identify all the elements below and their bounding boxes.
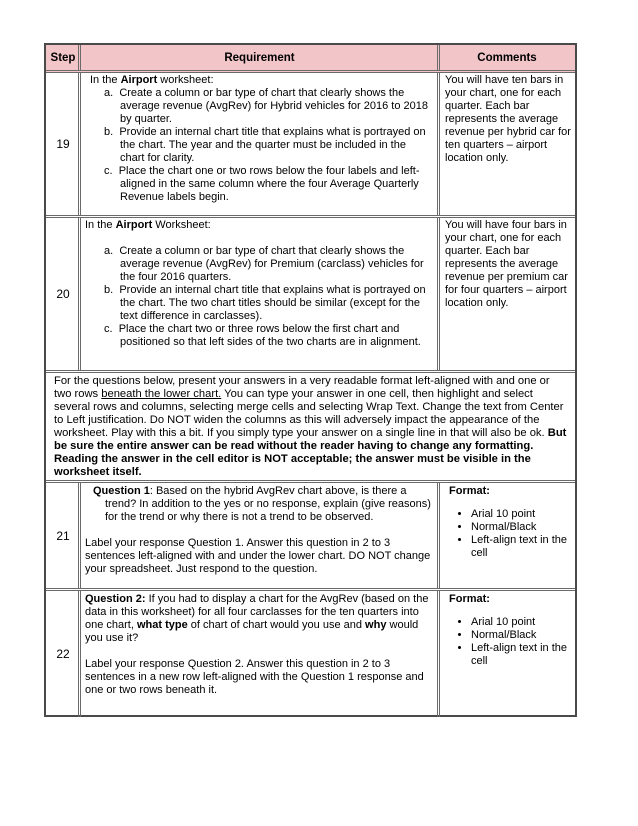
list-item: • Normal/Black	[471, 629, 571, 642]
step-number: 19	[48, 73, 81, 215]
requirement-item: b. Provide an internal chart title that explains what is portrayed on the chart. The two chart titles should be similar (except for the text difference in carclasses).	[104, 284, 426, 322]
header-requirement: Requirement	[82, 45, 440, 70]
requirement-item: b. Provide an internal chart title that explains what is portrayed on the chart. The year and the quarter must be included in the chart for clarity.	[104, 126, 426, 164]
question-label-instructions: Label your response Question 2. Answer this question in 2 to 3 sentences in a new row left-aligned with the Question 1 response and one or two rows beneath it.	[85, 658, 424, 696]
requirement-cell	[82, 218, 440, 370]
requirement-intro: In the Airport Worksheet:	[85, 219, 211, 231]
requirement-item: c. Place the chart two or three rows below the first chart and positioned so that left sides of the two charts are in alignment.	[104, 323, 421, 348]
step-number: 21	[48, 483, 81, 588]
list-item: • Left-align text in the cell	[471, 534, 571, 560]
header-comments: Comments	[477, 51, 537, 64]
table-row	[46, 73, 575, 218]
table-row	[46, 591, 575, 717]
question-cell	[82, 483, 440, 588]
format-list	[449, 508, 571, 560]
step-number: 20	[48, 218, 81, 370]
comment-cell: You will have four bars in your chart, one for each quarter. Each bar represents the average revenue per premium car for four quarters – airport location only.	[445, 219, 568, 309]
list-item: • Arial 10 point	[471, 508, 571, 521]
table-header	[46, 45, 575, 73]
question-text: Question 1: Based on the hybrid AvgRev chart above, is there a trend? In addition to the yes or no response, explain (give reasons) for the trend or why there is not a trend to be observed.	[93, 485, 431, 523]
requirement-item: c. Place the chart one or two rows below the four labels and left-aligned in the same column where the four Average Quarterly Revenue labels begin.	[104, 165, 420, 203]
question-cell	[82, 591, 440, 717]
requirement-item: a. Create a column or bar type of chart that clearly shows the average revenue (AvgRev) for Hybrid vehicles for 2016 to 2018 by quarter.	[104, 87, 428, 125]
list-item: • Arial 10 point	[471, 616, 571, 629]
format-title: Format:	[449, 485, 490, 497]
question-label-instructions: Label your response Question 1. Answer this question in 2 to 3 sentences left-aligned with and under the lower chart. DO NOT change your spreadsheet. Just respond to the question.	[85, 537, 431, 575]
comment-cell: You will have ten bars in your chart, one for each quarter. Each bar represents the average revenue per hybrid car for ten quarters – airport location only.	[445, 74, 571, 164]
requirement-item: a. Create a column or bar type of chart that clearly shows the average revenue (AvgRev) for Premium (carclass) vehicles for the four 2016 quarters.	[104, 245, 424, 283]
format-list	[449, 616, 571, 668]
format-title: Format:	[449, 593, 490, 605]
list-item: • Normal/Black	[471, 521, 571, 534]
format-cell	[441, 591, 573, 717]
requirement-intro: In the Airport worksheet:	[90, 74, 214, 86]
requirement-cell	[82, 73, 440, 215]
list-item: • Left-align text in the cell	[471, 642, 571, 668]
header-step: Step	[48, 45, 81, 70]
step-number: 22	[48, 591, 81, 717]
instructions-row	[46, 373, 575, 483]
question-text: Question 2: If you had to display a chart for the AvgRev (based on the data in this worksheet) for all four carclasses for the ten quarters into one chart, what type of chart of chart would you use and why would you use it?	[85, 593, 429, 644]
instructions-text: For the questions below, present your answers in a very readable format left-aligned with and one or two rows beneath the lower chart. You can type your answer in one cell, then highlight and select several rows and columns, selecting merge cells and selecting Wrap Text. Change the text from Center to Left justification. Do NOT widen the columns as this will adversely impact the appearance of the worksheet. Play with this a bit. If you simply type your answer on a single line in that will also be ok. But be sure the entire answer can be read without the reader having to change any formatting. Reading the answer in the cell editor is NOT acceptable; the answer must be visible in the worksheet itself.	[54, 375, 567, 478]
table-row	[46, 483, 575, 591]
format-cell	[441, 483, 573, 588]
requirements-table	[44, 43, 577, 717]
table-row	[46, 218, 575, 373]
